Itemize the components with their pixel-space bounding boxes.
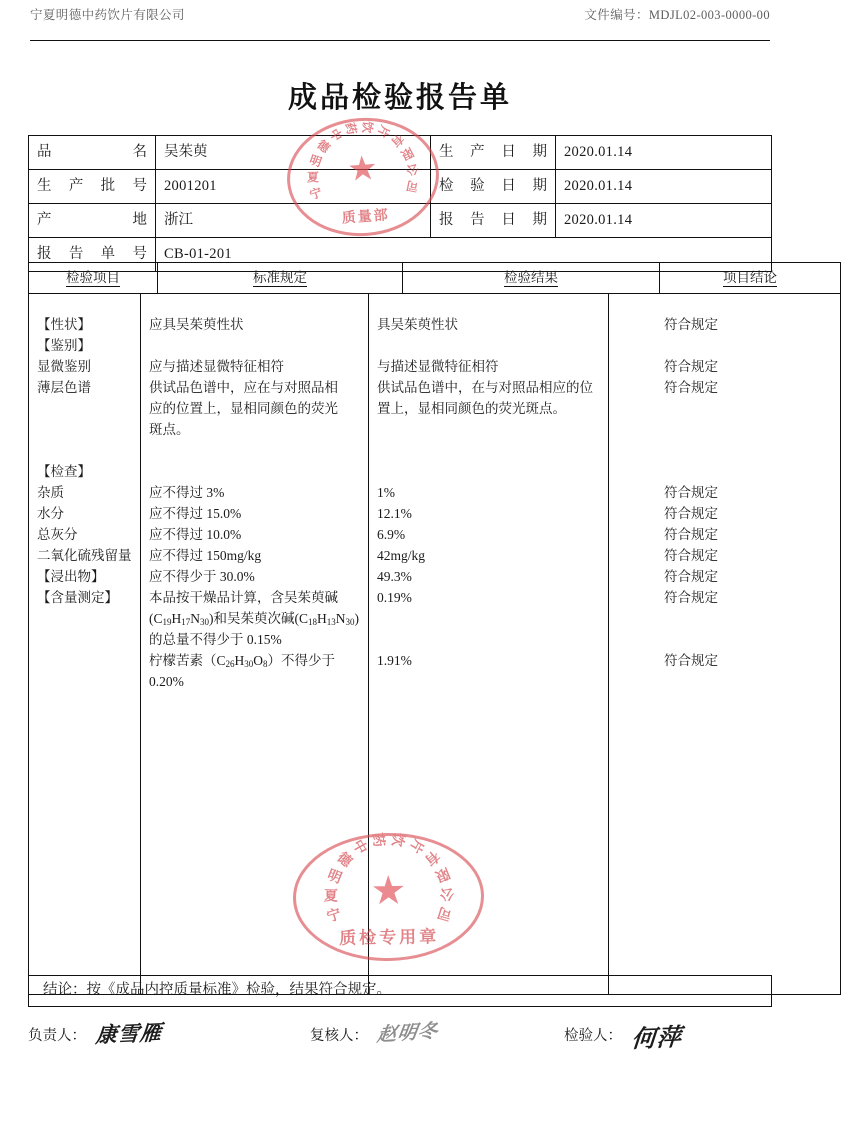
seal-top-bottom-text: 质量部 [341, 208, 391, 227]
signature-responsible [28, 1018, 162, 1048]
concl-jinchuwu: 符合规定 [664, 569, 718, 584]
std-shuifen: 应不得过 15.0% [149, 506, 242, 521]
std-zazhi: 应不得过 3% [149, 485, 225, 500]
res-zazhi: 1% [377, 485, 395, 500]
res-baoceng-line2: 置上，显相同颜色的荧光斑点。 [377, 401, 566, 416]
table-row [29, 976, 772, 1007]
item-zazhi: 杂质 [37, 485, 64, 500]
value-product-name: 吴茱萸 [156, 136, 431, 170]
column-results [369, 294, 609, 994]
seal-star-icon: ★ [345, 150, 379, 190]
std-jinchuwu: 应不得少于 30.0% [149, 569, 255, 584]
res-hanliang: 0.19% [377, 590, 412, 605]
std-eryanghualiu: 应不得过 150mg/kg [149, 548, 262, 563]
std-ningmeng-line2: 0.20% [149, 674, 184, 689]
seal-bottom-bottom-text: 质检专用章 [339, 927, 440, 948]
product-info-table [28, 135, 772, 272]
column-standards [141, 294, 369, 994]
column-header-result: 检验结果 [403, 263, 660, 294]
inspection-results-table [28, 262, 841, 995]
concl-hanliang: 符合规定 [664, 590, 718, 605]
column-header-conclusion: 项目结论 [660, 263, 841, 294]
res-baoceng-line1: 供试品色谱中，在与对照品相应的位 [377, 380, 593, 395]
table-body-row [29, 294, 841, 995]
concl-baoceng: 符合规定 [664, 380, 718, 395]
item-xingzhuang: 【性状】 [37, 317, 91, 332]
label-origin: 产 地 [29, 204, 156, 238]
std-hanliang-line1: 本品按干燥品计算，含吴茱萸碱 [149, 590, 338, 605]
header-company-name: 宁夏明德中药饮片有限公司 [30, 8, 185, 22]
std-xingzhuang: 应具吴茱萸性状 [149, 317, 244, 332]
document-running-header [30, 8, 770, 40]
item-jianbie: 【鉴别】 [37, 338, 91, 353]
signature-reviewer-name: 赵明冬 [375, 1020, 440, 1047]
label-responsible: 负责人： [28, 1028, 86, 1044]
value-origin: 浙江 [156, 204, 431, 238]
std-hanliang-line3: 的总量不得少于 0.15% [149, 632, 282, 647]
label-inspector: 检验人： [564, 1028, 623, 1044]
label-report-number: 报告单号 [29, 238, 156, 272]
label-inspection-date: 检验日期 [431, 170, 556, 204]
seal-star-icon: ★ [370, 867, 407, 914]
label-reviewer: 复核人： [310, 1028, 368, 1044]
label-batch-number: 生产批号 [29, 170, 156, 204]
label-report-date: 报告日期 [431, 204, 556, 238]
item-jiancha: 【检查】 [37, 464, 91, 479]
item-shuifen: 水分 [37, 506, 64, 521]
concl-eryanghualiu: 符合规定 [664, 548, 718, 563]
item-zonghuifen: 总灰分 [37, 527, 78, 542]
item-hanliang-ceding: 【含量测定】 [37, 590, 118, 605]
std-ningmeng-formula: 柠檬苦素$(C_{26}H_{30}O_8)$不得少于 [149, 653, 336, 669]
concl-ningmeng: 符合规定 [664, 653, 718, 668]
signature-inspector-name: 何萍 [630, 1024, 683, 1054]
concl-zazhi: 符合规定 [664, 485, 718, 500]
item-eryanghualiu: 二氧化硫残留量 [37, 548, 132, 563]
signature-responsible-name: 康雪雁 [94, 1020, 164, 1048]
final-conclusion-text: 结论：按《成品内控质量标准》检验，结果符合规定。 [29, 976, 772, 1007]
value-batch-number: 2001201 [156, 170, 431, 204]
signature-inspector [564, 1018, 682, 1053]
res-zonghuifen: 6.9% [377, 527, 406, 542]
concl-xingzhuang: 符合规定 [664, 317, 718, 332]
seal-bottom-arc-text: 宁 夏 明 德 中 药 饮 片 有 限 公 司 [323, 831, 454, 926]
label-production-date: 生产日期 [431, 136, 556, 170]
std-baoceng-line3: 斑点。 [149, 422, 190, 437]
concl-shuifen: 符合规定 [664, 506, 718, 521]
column-items [29, 294, 141, 994]
value-production-date: 2020.01.14 [556, 136, 772, 170]
column-header-item: 检验项目 [29, 263, 158, 294]
item-jinchuwu: 【浸出物】 [37, 569, 105, 584]
std-zonghuifen: 应不得过 10.0% [149, 527, 242, 542]
table-header-row [29, 263, 841, 294]
signature-reviewer [310, 1018, 438, 1045]
std-baoceng-line2: 应的位置上，显相同颜色的荧光 [149, 401, 338, 416]
value-report-date: 2020.01.14 [556, 204, 772, 238]
value-report-number: CB-01-201 [156, 238, 772, 272]
res-ningmeng: 1.91% [377, 653, 412, 668]
res-shuifen: 12.1% [377, 506, 412, 521]
concl-zonghuifen: 符合规定 [664, 527, 718, 542]
std-baoceng-line1: 供试品色谱中，应在与对照品相 [149, 380, 338, 395]
table-row [29, 170, 772, 204]
concl-xianwei: 符合规定 [664, 359, 718, 374]
table-row [29, 136, 772, 170]
item-xianwei-jianbie: 显微鉴别 [37, 359, 91, 374]
res-eryanghualiu: 42mg/kg [377, 548, 426, 563]
header-document-number: 文件编号：MDJL02-003-0000-00 [584, 8, 770, 22]
page-title: 成品检验报告单 [287, 82, 512, 114]
res-xianwei: 与描述显微特征相符 [377, 359, 499, 374]
table-row [29, 204, 772, 238]
inspection-body [29, 294, 841, 995]
final-conclusion-table [28, 975, 772, 1007]
seal-top-arc-text: 宁 夏 明 德 中 药 饮 片 有 限 公 司 [306, 120, 420, 203]
label-product-name: 品 名 [29, 136, 156, 170]
value-inspection-date: 2020.01.14 [556, 170, 772, 204]
item-baoceng-sepu: 薄层色谱 [37, 380, 91, 395]
column-conclusions [609, 294, 773, 994]
signature-row [28, 1018, 772, 1068]
std-xianwei: 应与描述显微特征相符 [149, 359, 284, 374]
std-hanliang-formula: $(C_{19}H_{17}N_{30})$和吴茱萸次碱$(C_{18}H_{13}N_{30})$ [149, 611, 359, 627]
column-header-standard: 标准规定 [158, 263, 403, 294]
header-divider-rule [30, 40, 770, 41]
res-xingzhuang: 具吴茱萸性状 [377, 317, 458, 332]
res-jinchuwu: 49.3% [377, 569, 412, 584]
